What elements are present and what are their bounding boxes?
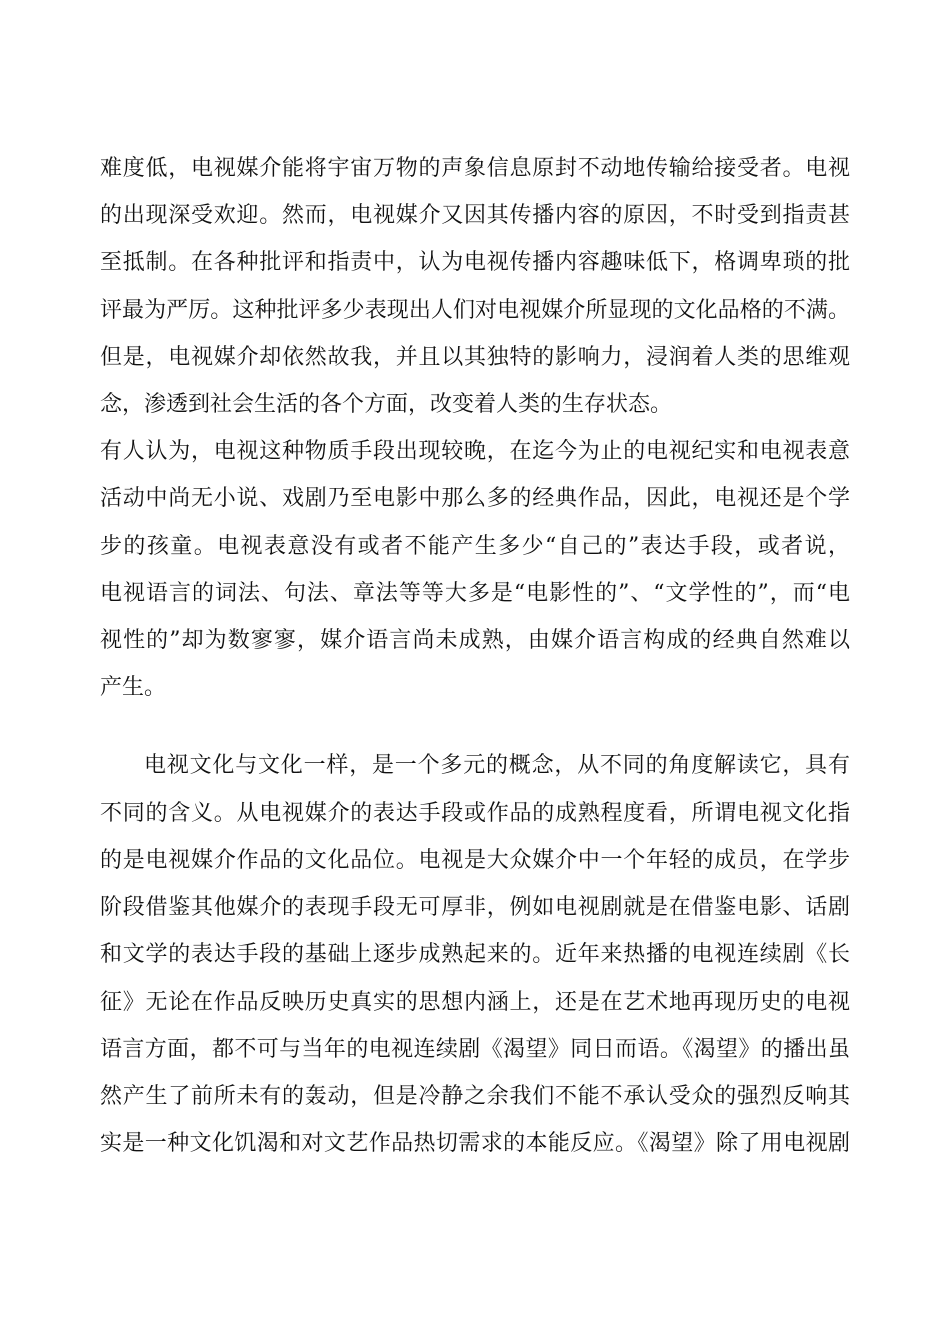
paragraph-2-line-1: 有人认为，电视这种物质手段出现较晚，在迄今为止的电视纪实和电视表意 (100, 439, 850, 464)
paragraph-2-line-4: 电视语言的词法、句法、章法等等大多是“电影性的”、“文学性的”，而“电 (100, 581, 850, 606)
paragraph-1-line-6: 念，渗透到社会生活的各个方面，改变着人类的生存状态。 (100, 392, 673, 417)
paragraph-3-line-7: 语言方面，都不可与当年的电视连续剧《渴望》同日而语。《渴望》的播出虽 (100, 1037, 850, 1062)
paragraph-2-line-5: 视性的”却为数寥寥，媒介语言尚未成熟，由媒介语言构成的经典自然难以 (100, 628, 850, 653)
paragraph-1-line-2: 的出现深受欢迎。然而，电视媒介又因其传播内容的原因，不时受到指责甚 (100, 203, 850, 228)
paragraph-3-line-2: 不同的含义。从电视媒介的表达手段或作品的成熟程度看，所谓电视文化指 (100, 801, 850, 826)
paragraph-3-line-4: 阶段借鉴其他媒介的表现手段无可厚非，例如电视剧就是在借鉴电影、话剧 (100, 895, 850, 920)
paragraph-1-line-3: 至抵制。在各种批评和指责中，认为电视传播内容趣味低下，格调卑琐的批 (100, 250, 850, 275)
paragraph-1-line-1: 难度低，电视媒介能将宇宙万物的声象信息原封不动地传输给接受者。电视 (100, 156, 850, 181)
paragraph-3-line-1: 电视文化与文化一样，是一个多元的概念，从不同的角度解读它，具有 (144, 753, 850, 778)
paragraph-3-line-5: 和文学的表达手段的基础上逐步成熟起来的。近年来热播的电视连续剧《长 (100, 942, 850, 967)
paragraph-3-line-9: 实是一种文化饥渴和对文艺作品热切需求的本能反应。《渴望》除了用电视剧 (100, 1131, 850, 1156)
paragraph-3-line-6: 征》无论在作品反映历史真实的思想内涵上，还是在艺术地再现历史的电视 (100, 990, 850, 1015)
paragraph-3-line-8: 然产生了前所未有的轰动，但是冷静之余我们不能不承认受众的强烈反响其 (100, 1084, 850, 1109)
paragraph-1-line-5: 但是，电视媒介却依然故我，并且以其独特的影响力，浸润着人类的思维观 (100, 345, 850, 370)
paragraph-1-line-4: 评最为严厉。这种批评多少表现出人们对电视媒介所显现的文化品格的不满。 (100, 298, 850, 323)
paragraph-2-line-3: 步的孩童。电视表意没有或者不能产生多少“自己的”表达手段，或者说， (100, 534, 850, 559)
paragraph-2-line-2: 活动中尚无小说、戏剧乃至电影中那么多的经典作品，因此，电视还是个学 (100, 486, 850, 511)
paragraph-3-line-3: 的是电视媒介作品的文化品位。电视是大众媒介中一个年轻的成员，在学步 (100, 848, 850, 873)
paragraph-2-line-6: 产生。 (100, 675, 167, 700)
